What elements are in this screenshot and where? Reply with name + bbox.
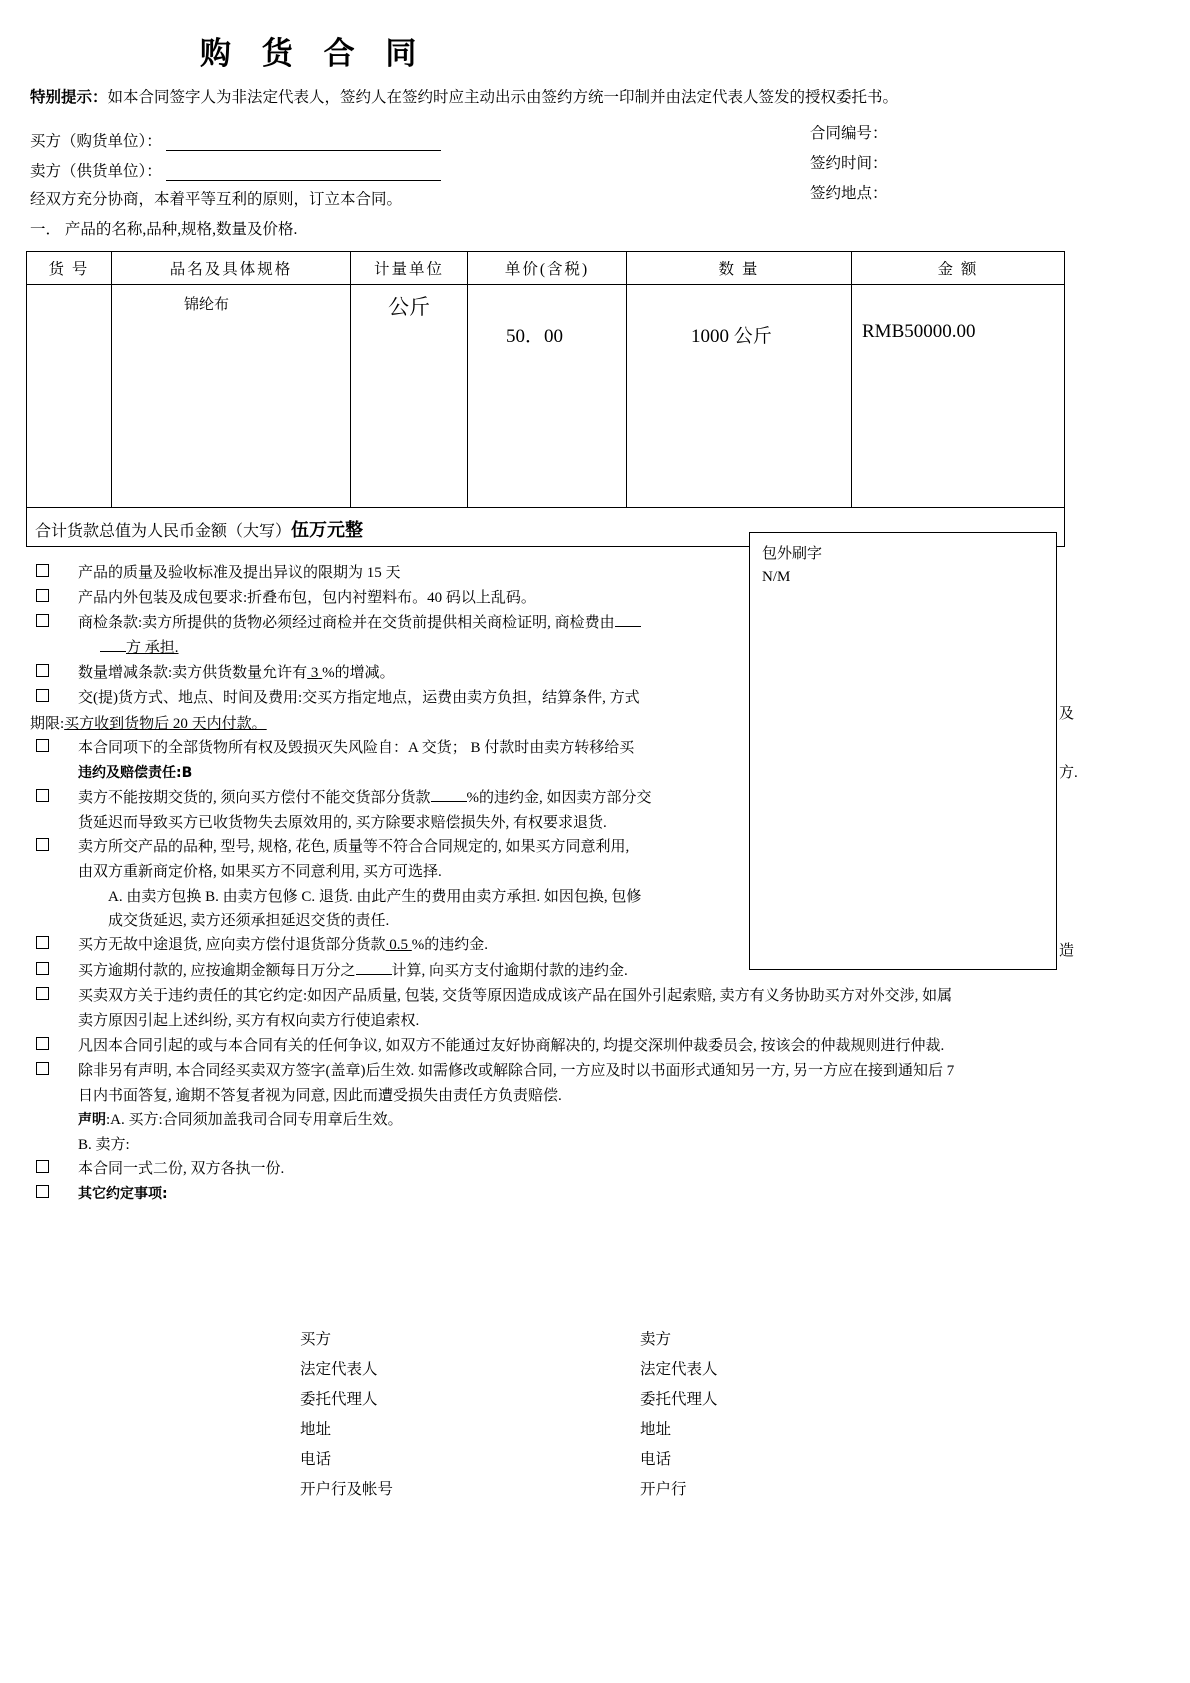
clause-remedy-options-cont: 成交货延迟, 卖方还须承担延迟交货的责任. (108, 913, 390, 930)
cell-unit[interactable]: 公斤 (351, 284, 468, 507)
tolerance-value[interactable]: 3 (310, 665, 319, 682)
clause-text: 买卖双方关于违约责任的其它约定:如因产品质量, 包装, 交货等原因造成成该产品在国外引起索赔, 卖方有义务协助买方对外交涉, 如属 (78, 987, 953, 1004)
clause-text: 买方逾期付款的, 应按逾期金额每日万分之 (78, 962, 356, 979)
checkbox-icon[interactable] (36, 564, 49, 577)
clause-text-cont: %的违约金, 如因卖方部分交 (466, 789, 652, 806)
total-label: 合计货款总值为人民币金额（大写） (35, 522, 292, 540)
clause-list (0, 561, 1160, 1207)
overflow-fragment-2: 方. (1059, 765, 1078, 781)
clause-declaration-seller: B. 卖方: (78, 1136, 130, 1153)
signature-buyer-bank: 开户行及帐号 (300, 1481, 394, 1498)
signature-row (300, 1332, 900, 1362)
clause-other-breach-cont: 卖方原因引起上述纠纷, 买方有权向卖方行使追索权. (78, 1013, 420, 1030)
payment-term-value[interactable]: 买方收到货物后 20 天内付款。 (64, 715, 267, 732)
sign-time-label: 签约时间： (810, 154, 888, 172)
declaration-text: :A. 买方:合同须加盖我司合同专用章后生效。 (106, 1112, 403, 1129)
clause-quantity-tolerance (30, 661, 1160, 685)
clause-overdue-payment-penalty (30, 959, 1160, 983)
clause-text-cont: %的违约金. (411, 937, 489, 954)
checkbox-icon[interactable] (36, 838, 49, 851)
special-notice-text: 如本合同签字人为非法定代表人，签约人在签约时应主动出示由签约方统一印制并由法定代表人签发的授权委托书。 (107, 89, 899, 107)
clause-text-cont: 方 承担. (126, 639, 179, 656)
section-one-heading: 一． 产品的名称,品种,规格,数量及价格. (30, 220, 298, 238)
clause-delivery (30, 686, 1160, 710)
clause-arbitration (30, 1034, 1160, 1058)
clause-text: 买方无故中途退货, 应向卖方偿付退货部分货款 (78, 937, 386, 954)
seller-row (30, 151, 1190, 181)
checkbox-icon[interactable] (36, 962, 49, 975)
signature-block (300, 1332, 900, 1512)
clause-quality (30, 561, 1160, 585)
payment-term-label: 期限: (30, 715, 65, 732)
buyer-input-rule[interactable] (166, 132, 441, 151)
clause-declaration (30, 1108, 1160, 1132)
checkbox-icon[interactable] (36, 1037, 49, 1050)
print-marking-value[interactable]: N/M (762, 569, 791, 585)
header-qty: 数 量 (627, 251, 852, 284)
clause-other-agreements (30, 1182, 1160, 1206)
inspection-fee-blank[interactable] (615, 626, 641, 627)
signature-buyer-address: 地址 (300, 1421, 332, 1438)
checkbox-icon[interactable] (36, 589, 49, 602)
clause-remedy-options: A. 由卖方包换 B. 由卖方包修 C. 退货. 由此产生的费用由卖方承担. 如因包换, 包修 (108, 888, 642, 905)
clause-effectiveness (30, 1059, 1160, 1083)
clause-text: 交(提)货方式、地点、时间及费用:交买方指定地点，运费由卖方负担，结算条件, 方式 (78, 690, 640, 707)
seller-input-rule[interactable] (166, 162, 441, 181)
clause-text: 产品的质量及验收标准及提出异议的限期为 15 天 (78, 564, 401, 581)
clause-text: 商检条款:卖方所提供的货物必须经过商检并在交货前提供相关商检证明, 商检费由 (78, 615, 615, 632)
clause-packaging (30, 586, 1160, 610)
print-marking-title: 包外刷字 (762, 544, 823, 562)
signature-row (300, 1392, 900, 1422)
header-code: 货 号 (27, 251, 112, 284)
clause-buyer-return-penalty (30, 933, 1160, 957)
checkbox-icon[interactable] (36, 739, 49, 752)
clause-text: 凡因本合同引起的或与本合同有关的任何争议, 如双方不能通过友好协商解决的, 均提交深圳仲裁委员会, 按该会的仲裁规则进行仲裁. (78, 1037, 945, 1054)
clause-text: 本合同一式二份, 双方各执一份. (78, 1161, 285, 1177)
buyer-label: 买方（购货单位）： (30, 132, 162, 150)
party-block (0, 121, 1190, 209)
contract-no-label: 合同编号： (810, 124, 888, 142)
header-price: 单价(含税) (468, 251, 627, 284)
clause-text: 本合同项下的全部货物所有权及毁损灭失风险自：A 交货； B 付款时由卖方转移给买 (78, 739, 635, 756)
signature-buyer-phone: 电话 (300, 1451, 332, 1468)
signature-buyer-agent: 委托代理人 (300, 1391, 378, 1408)
return-penalty-value[interactable]: 0.5 (389, 937, 409, 954)
clause-text: 其它约定事项: (78, 1186, 168, 1203)
cell-name[interactable]: 锦纶布 (112, 284, 351, 507)
clause-nonconformity-cont: 由双方重新商定价格, 如果买方不同意利用, 买方可选择. (78, 864, 442, 881)
clause-text: 产品内外包装及成包要求:折叠布包，包内衬塑料布。40 码以上乱码。 (78, 590, 536, 607)
checkbox-icon[interactable] (36, 614, 49, 627)
cell-price[interactable]: 50．00 (468, 284, 627, 507)
checkbox-icon[interactable] (36, 689, 49, 702)
seller-label: 卖方（供货单位）： (30, 162, 162, 180)
late-delivery-rate-blank[interactable] (431, 801, 467, 802)
checkbox-icon[interactable] (36, 987, 49, 1000)
clause-late-delivery-cont: 货延迟而导致买方已收货物失去原效用的, 买方除要求赔偿损失外, 有权要求退货. (78, 814, 607, 831)
clause-other-breach-terms (30, 984, 1160, 1008)
cell-quantity[interactable]: 1000 公斤 (627, 284, 852, 507)
buyer-row (30, 121, 1190, 151)
clause-text: 卖方不能按期交货的, 须向买方偿付不能交货部分货款 (78, 789, 431, 806)
signature-seller-agent: 委托代理人 (640, 1391, 718, 1408)
clause-text-cont: %的增减。 (322, 665, 395, 682)
declaration-label: 声明 (78, 1112, 106, 1129)
signature-seller-party: 卖方 (640, 1331, 672, 1348)
cell-amount[interactable]: RMB50000.00 (852, 284, 1065, 507)
table-row (27, 284, 1065, 507)
overflow-fragment-3: 造 (1059, 943, 1075, 959)
overflow-fragment-1: 及 (1059, 706, 1075, 722)
agreement-text: 经双方充分协商，本着平等互利的原则，订立本合同。 (30, 190, 403, 208)
signature-row (300, 1482, 900, 1512)
clause-inspection (30, 611, 1160, 660)
signature-seller-legal-rep: 法定代表人 (640, 1361, 718, 1378)
goods-table-header-row (27, 251, 1065, 284)
clause-breach-heading (30, 761, 1160, 785)
clause-text: 除非另有声明, 本合同经买卖双方签字(盖章)后生效. 如需修改或解除合同, 一方应及时以书面形式通知另一方, 另一方应在接到通知后 7 (78, 1062, 955, 1079)
special-notice-label: 特别提示： (30, 89, 108, 107)
clause-nonconformity (30, 835, 1160, 859)
header-amount: 金 额 (852, 251, 1065, 284)
clause-text: 卖方所交产品的品种, 型号, 规格, 花色, 质量等不符合合同规定的, 如果买方同意利用, (78, 839, 630, 856)
signature-row (300, 1422, 900, 1452)
checkbox-icon[interactable] (36, 936, 49, 949)
sign-place-label: 签约地点： (810, 184, 888, 202)
page-title: 购 货 合 同 (200, 36, 427, 72)
signature-row (300, 1452, 900, 1482)
signature-buyer-legal-rep: 法定代表人 (300, 1361, 378, 1378)
header-name: 品名及具体规格 (112, 251, 351, 284)
signature-buyer-party: 买方 (300, 1331, 332, 1348)
total-amount-words: 伍万元整 (291, 519, 364, 541)
clause-text: 数量增减条款:卖方供货数量允许有 (78, 665, 308, 682)
breach-heading-text: 违约及赔偿责任:B (78, 765, 193, 782)
checkbox-icon[interactable] (36, 1185, 49, 1198)
agreement-row (30, 181, 1190, 209)
clause-late-delivery-penalty (30, 786, 1160, 810)
signature-seller-phone: 电话 (640, 1451, 672, 1468)
signature-row (300, 1362, 900, 1392)
clause-payment-term (30, 712, 1160, 736)
checkbox-icon[interactable] (36, 1062, 49, 1075)
special-notice (0, 87, 1190, 109)
inspection-party-blank[interactable] (100, 651, 126, 652)
clause-copies (30, 1157, 1160, 1181)
checkbox-icon[interactable] (36, 789, 49, 802)
cell-code[interactable] (27, 284, 112, 507)
checkbox-icon[interactable] (36, 1160, 49, 1173)
clause-risk-transfer (30, 736, 1160, 760)
signature-seller-address: 地址 (640, 1421, 672, 1438)
clause-text-cont: 计算, 向买方支付逾期付款的违约金. (391, 962, 628, 979)
overdue-rate-blank[interactable] (356, 974, 392, 975)
goods-table (26, 251, 1065, 547)
clause-effectiveness-cont: 日内书面答复, 逾期不答复者视为同意, 因此而遭受损失由责任方负责赔偿. (78, 1088, 562, 1105)
signature-seller-bank: 开户行 (640, 1481, 687, 1498)
header-unit: 计量单位 (351, 251, 468, 284)
checkbox-icon[interactable] (36, 664, 49, 677)
